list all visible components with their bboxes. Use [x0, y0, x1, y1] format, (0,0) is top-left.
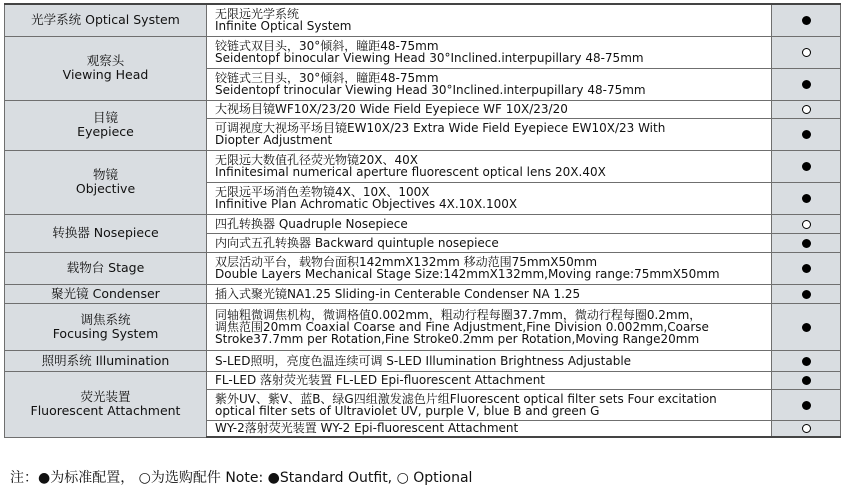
- availability-cell: [772, 182, 841, 214]
- item-description: 铰链式三目头，30°倾斜，瞳距48-75mm Seidentopf trinocular Viewing Head 30°Inclined.interpupillary 48-75mm: [207, 68, 772, 100]
- availability-cell: [772, 371, 841, 389]
- category-viewing-head: [5, 36, 207, 100]
- standard-dot-icon: [802, 16, 811, 25]
- availability-cell: [772, 233, 841, 252]
- table-row: [5, 36, 841, 68]
- table-row: [5, 350, 841, 371]
- item-description: 同轴粗微调焦机构，微调格值0.002mm，粗动行程每圈37.7mm，微动行程每圈0.2mm， 调焦范围20mm Coaxial Coarse and Fine Adjustment,Fine Division 0.002mm,Coarse Stroke37.7mm per Rotation,Fine Stroke0.2mm per Rotation,Moving Range20mm: [207, 303, 772, 350]
- category-eyepiece: [5, 100, 207, 150]
- standard-dot-icon: [802, 239, 811, 248]
- optional-circle-icon: [802, 48, 811, 57]
- category-illumination: [5, 350, 207, 371]
- availability-cell: [772, 284, 841, 303]
- item-description: 无限远光学系统 Infinite Optical System: [207, 4, 772, 36]
- category-label: 转换器 Nosepiece: [52, 225, 159, 240]
- category-optical-system: [5, 4, 207, 36]
- standard-dot-icon: [802, 162, 811, 171]
- availability-cell: [772, 389, 841, 420]
- optional-circle-icon: [802, 424, 811, 433]
- category-label: 目镜 Eyepiece: [77, 110, 134, 139]
- legend-note: 注：●为标准配置， ○为选购配件 Note: ●Standard Outfit, ○ Optional: [10, 470, 473, 486]
- availability-cell: [772, 252, 841, 284]
- table-row: [5, 150, 841, 182]
- category-label: 光学系统 Optical System: [31, 12, 180, 28]
- availability-cell: [772, 214, 841, 233]
- standard-dot-icon: [802, 401, 811, 410]
- item-description: FL-LED 落射荧光装置 FL-LED Epi-fluorescent Attachment: [207, 371, 772, 389]
- table-row: [5, 252, 841, 284]
- standard-dot-icon: [802, 264, 811, 273]
- item-description: 可调视度大视场平场目镜EW10X/23 Extra Wide Field Eyepiece EW10X/23 With Diopter Adjustment: [207, 118, 772, 150]
- category-label: 荧光装置 Fluorescent Attachment: [30, 389, 181, 418]
- item-description: S-LED照明，亮度色温连续可调 S-LED Illumination Brightness Adjustable: [207, 350, 772, 371]
- availability-cell: [772, 150, 841, 182]
- category-objective: [5, 150, 207, 214]
- table-row: [5, 303, 841, 350]
- category-label: 聚光镜 Condenser: [51, 285, 160, 301]
- category-focusing-system: [5, 303, 207, 350]
- availability-cell: [772, 420, 841, 437]
- item-description: 内向式五孔转换器 Backward quintuple nosepiece: [207, 233, 772, 252]
- table-row: [5, 100, 841, 118]
- table-row: [5, 284, 841, 303]
- item-description: 四孔转换器 Quadruple Nosepiece: [207, 214, 772, 233]
- spec-table: [4, 3, 841, 438]
- availability-cell: [772, 100, 841, 118]
- category-label: 物镜 Objective: [75, 167, 136, 196]
- standard-dot-icon: [802, 130, 811, 139]
- category-label: 观察头 Viewing Head: [62, 53, 149, 82]
- availability-cell: [772, 303, 841, 350]
- item-description: 双层活动平台，载物台面积142mmX132mm 移动范围75mmX50mm Double Layers Mechanical Stage Size:142mmX132mm,Moving range:75mmX50mm: [207, 252, 772, 284]
- table-row: [5, 4, 841, 36]
- standard-dot-icon: [802, 194, 811, 203]
- standard-dot-icon: [802, 376, 811, 385]
- item-description: 铰链式双目头，30°倾斜，瞳距48-75mm Seidentopf binocular Viewing Head 30°Inclined.interpupillary 48-75mm: [207, 36, 772, 68]
- category-label: 载物台 Stage: [66, 260, 145, 275]
- standard-dot-icon: [802, 357, 811, 366]
- category-label: 照明系统 Illumination: [41, 352, 170, 368]
- item-description: 插入式聚光镜NA1.25 Sliding-in Centerable Condenser NA 1.25: [207, 284, 772, 303]
- standard-dot-icon: [802, 80, 811, 89]
- item-description: 无限远平场消色差物镜4X、10X、100X Infinitive Plan Achromatic Objectives 4X.10X.100X: [207, 182, 772, 214]
- standard-dot-icon: [802, 290, 811, 299]
- table-row: [5, 371, 841, 389]
- category-fluorescent-attachment: [5, 371, 207, 437]
- category-condenser: [5, 284, 207, 303]
- availability-cell: [772, 118, 841, 150]
- item-description: 无限远大数值孔径荧光物镜20X、40X Infinitesimal numerical aperture fluorescent optical lens 20X.40X: [207, 150, 772, 182]
- category-stage: [5, 252, 207, 284]
- availability-cell: [772, 68, 841, 100]
- category-label: 调焦系统 Focusing System: [52, 311, 159, 341]
- availability-cell: [772, 350, 841, 371]
- item-description: WY-2落射荧光装置 WY-2 Epi-fluorescent Attachment: [207, 420, 772, 437]
- item-description: 大视场目镜WF10X/23/20 Wide Field Eyepiece WF 10X/23/20: [207, 100, 772, 118]
- table-row: [5, 214, 841, 233]
- item-description: 紫外UV、紫V、蓝B、绿G四组激发滤色片组Fluorescent optical filter sets Four excitation optical filter sets of Ultraviolet UV, purple V, blue B and green G: [207, 389, 772, 420]
- availability-cell: [772, 4, 841, 36]
- optional-circle-icon: [802, 220, 811, 229]
- standard-dot-icon: [802, 323, 811, 332]
- availability-cell: [772, 36, 841, 68]
- category-nosepiece: [5, 214, 207, 252]
- optional-circle-icon: [802, 105, 811, 114]
